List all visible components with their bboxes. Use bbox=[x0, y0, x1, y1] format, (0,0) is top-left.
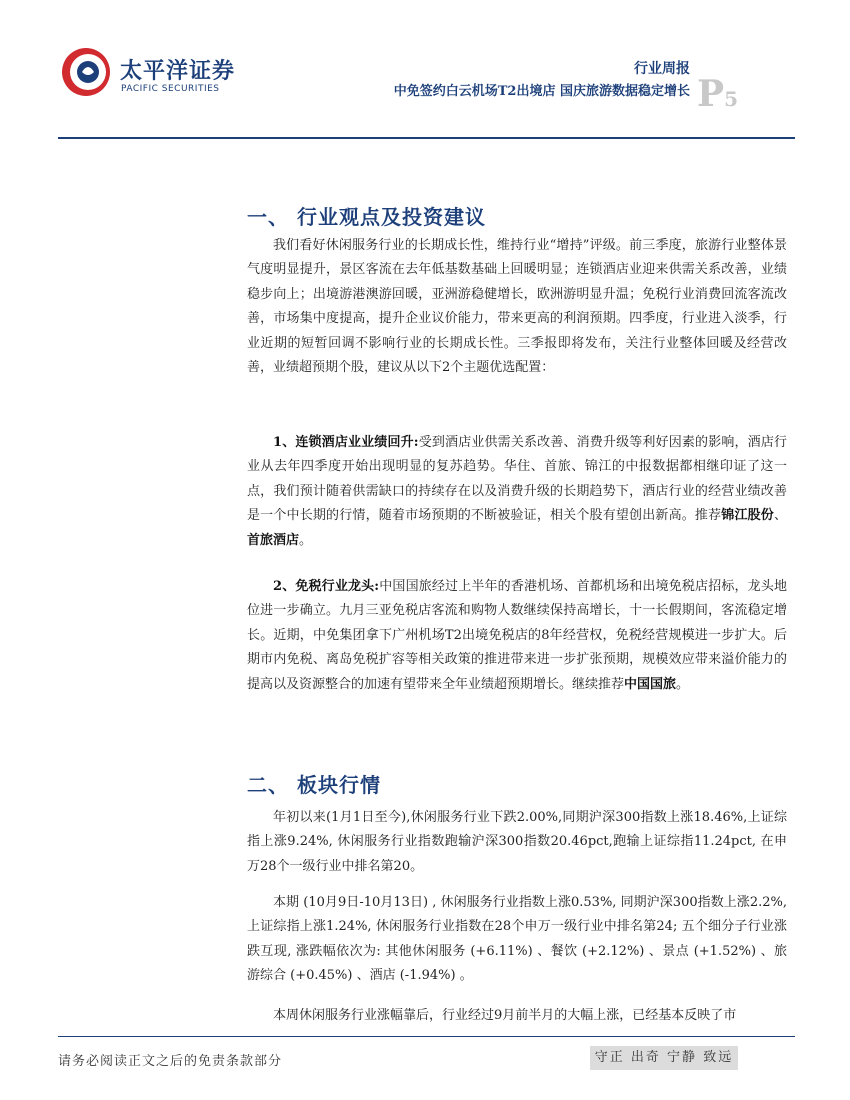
page-letter: P bbox=[697, 73, 725, 115]
recommend-stock-1: 锦江股份 bbox=[721, 508, 774, 524]
subsection-dutyfree-end: 。 bbox=[676, 676, 690, 692]
section-2-paragraph-1: 年初以来(1月1日至今),休闲服务行业下跌2.00%,同期沪深300指数上涨18.46%,上证综指上涨9.24%, 休闲服务行业指数跑输沪深300指数20.46pct,跑输上证综指11.24pct, 在申万28个一级行业中排名第20。 bbox=[247, 810, 787, 874]
page-number-value: 5 bbox=[724, 87, 738, 111]
subsection-hotel bbox=[247, 431, 787, 553]
section-2-paragraph-2: 本期 (10月9日-10月13日) , 休闲服务行业指数上涨0.53%, 同期沪深300指数上涨2.2%, 上证综指上涨1.24%, 休闲服务行业指数在28个申万一级行业中排名第24; 五个细分子行业涨跌互现, 涨跌幅依次为: 其他休闲服务 (+6.11%) 、餐饮 (+2.12%) 、景点 (+1.52%) 、旅游综合 (+0.45%) 、酒店 (-1.94%) 。 bbox=[247, 895, 787, 984]
section-1-title: 一、 行业观点及投资建议 bbox=[247, 205, 486, 229]
subsection-hotel-end: 。 bbox=[299, 532, 313, 548]
subsection-hotel-title: 1、连锁酒店业业绩回升: bbox=[273, 435, 419, 450]
company-logo bbox=[58, 44, 258, 100]
logo-chinese-name: 太平洋证券 bbox=[120, 59, 236, 84]
page-number bbox=[697, 73, 738, 115]
section-1-intro: 我们看好休闲服务行业的长期成长性，维持行业“增持”评级。前三季度，旅游行业整体景气度明显提升，景区客流在去年低基数基础上回暖明显；连锁酒店业迎来供需关系改善，业绩稳步向上；出境游港澳游回暖，亚洲游稳健增长，欧洲游明显升温；免税行业消费回流客流改善，市场集中度提高，提升企业议价能力，带来更高的利润预期。四季度，行业进入淡季，行业近期的短暂回调不影响行业的长期成长性。三季报即将发布，关注行业整体回暖及经营改善，业绩超预期个股，建议从以下2个主题优选配置： bbox=[247, 238, 787, 376]
recommend-stock-2: 首旅酒店 bbox=[247, 532, 300, 548]
disclaimer-text: 请务必阅读正文之后的免责条款部分 bbox=[58, 1054, 283, 1069]
section-2-title: 二、 板块行情 bbox=[247, 773, 381, 797]
recommend-stock-3: 中国国旅 bbox=[624, 676, 677, 692]
subsection-dutyfree-title: 2、免税行业龙头: bbox=[273, 579, 380, 594]
recommend-separator: 、 bbox=[773, 508, 787, 524]
report-type: 行业周报 bbox=[634, 61, 690, 77]
header-divider bbox=[58, 137, 795, 139]
logo-english-name: PACIFIC SECURITIES bbox=[121, 84, 220, 94]
page-header bbox=[0, 0, 850, 140]
subsection-dutyfree bbox=[247, 575, 787, 697]
section-2-paragraph-3: 本周休闲服务行业涨幅靠后，行业经过9月前半月的大幅上涨，已经基本反映了市 bbox=[273, 1008, 737, 1023]
report-title: 中免签约白云机场T2出境店 国庆旅游数据稳定增长 bbox=[393, 84, 690, 99]
logo-emblem-icon bbox=[58, 44, 114, 100]
subsection-dutyfree-body: 中国国旅经过上半年的香港机场、首都机场和出境免税店招标，龙头地位进一步确立。九月三亚免税店客流和购物人数继续保持高增长，十一长假期间，客流稳定增长。近期，中免集团拿下广州机场T2出境免税店的8年经营权，免税经营规模进一步扩大。后期市内免税、离岛免税扩容等相关政策的推进带来进一步扩张预期，规模效应带来溢价能力的提高以及资源整合的加速有望带来全年业绩超预期增长。继续推荐 bbox=[247, 579, 787, 692]
company-motto: 守正 出奇 宁静 致远 bbox=[590, 1046, 738, 1070]
subsection-hotel-body: 受到酒店业供需关系改善、消费升级等利好因素的影响，酒店行业从去年四季度开始出现明显的复苏趋势。华住、首旅、锦江的中报数据都相继印证了这一点，我们预计随着供需缺口的持续存在以及消费升级的长期趋势下，酒店行业的经营业绩改善是一个中长期的行情，随着市场预期的不断被验证，相关个股有望创出新高。推荐 bbox=[247, 435, 787, 524]
footer-divider bbox=[58, 1036, 795, 1037]
